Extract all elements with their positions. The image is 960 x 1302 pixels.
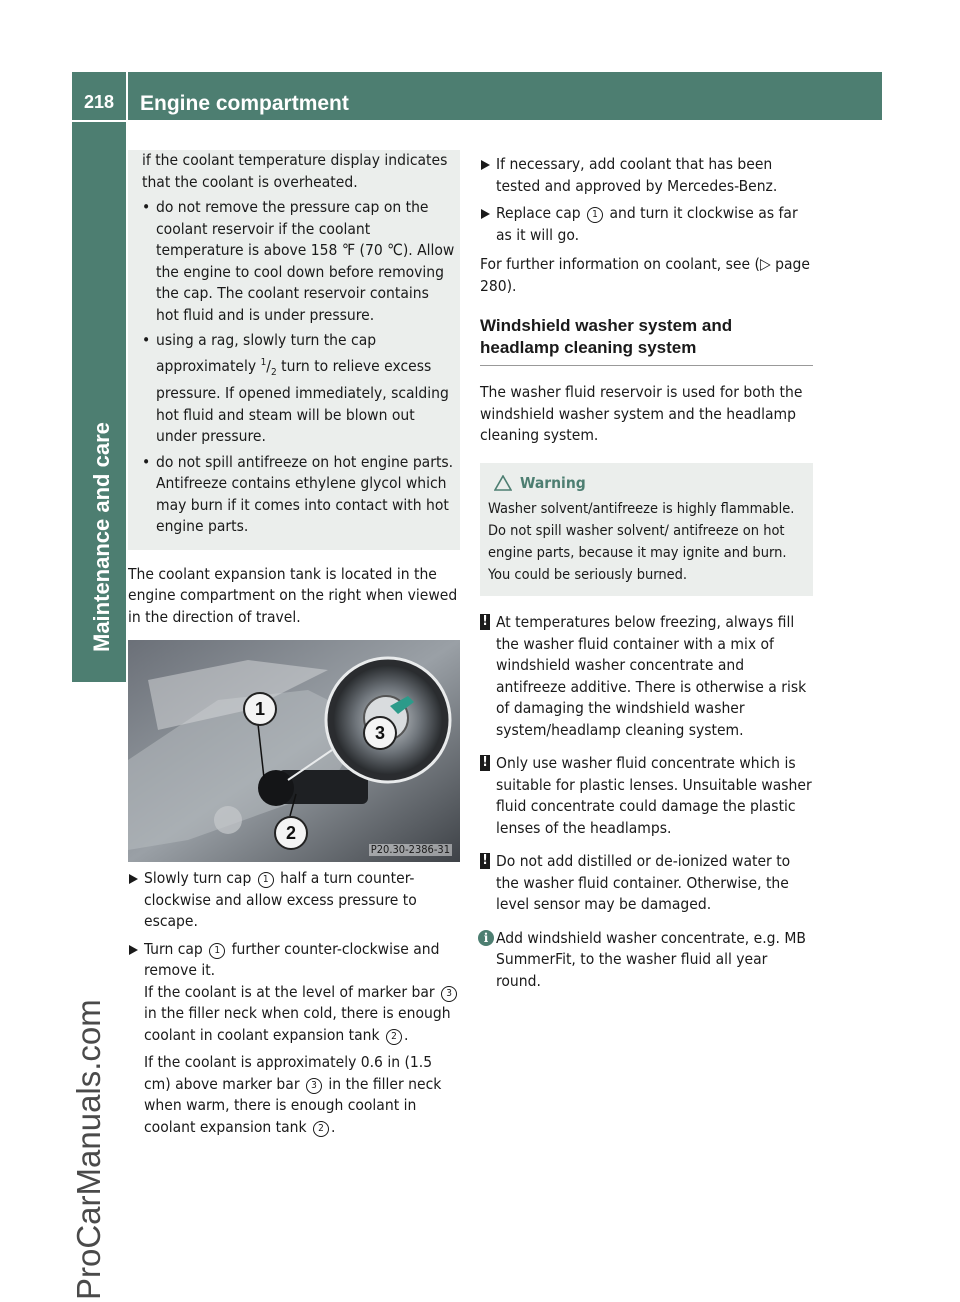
instruction-step: Replace cap 1 and turn it clockwise as far as it will go. [480, 203, 813, 246]
fraction-half: $^1/_2$ [260, 356, 277, 378]
caution-note: ! Do not add distilled or de-ionized water to the washer fluid container. Otherwise, the level sensor may be damaged. [480, 851, 813, 916]
warning-title: Warning [488, 473, 805, 495]
warning-continued-box [128, 150, 460, 550]
caution-note: ! At temperatures below freezing, always fill the washer fluid container with a mix of windshield washer concentrate and antifreeze additive. There is otherwise a risk of damaging the windshield washer system/headlamp cleaning system. [480, 612, 813, 741]
right-column [480, 154, 813, 992]
section-intro: The washer fluid reservoir is used for both the windshield washer system and the headlamp cleaning system. [480, 383, 803, 444]
info-icon: i [478, 930, 494, 946]
instruction-step: Turn cap 1 further counter-clockwise and remove it. If the coolant is at the level of marker bar 3 in the filler neck when cold, there is enough coolant in coolant expansion tank 2 . If the coolant is approximately 0.6 in (1.5 cm) above marker bar 3 in the filler neck when warm, there is enough coolant in coolant expansion tank 2 . [128, 939, 460, 1139]
list-item: • do not spill antifreeze on hot engine parts. Antifreeze contains ethylene glycol which may burn if it comes into contact with hot engine parts. [142, 452, 456, 538]
coolant-tank-figure [128, 640, 460, 862]
instruction-step: If necessary, add coolant that has been tested and approved by Mercedes-Benz. [480, 154, 813, 197]
figure-callout-3: 3 [363, 716, 397, 750]
header-divider [126, 72, 128, 120]
page-title: Engine compartment [140, 92, 349, 115]
further-info-paragraph: For further information on coolant, see (▷ page 280). [480, 255, 810, 295]
caution-note: ! Only use washer fluid concentrate which is suitable for plastic lenses. Unsuitable washer fluid concentrate could damage the plastic lenses of the headlamps. [480, 753, 813, 839]
warning-body: Washer solvent/antifreeze is highly flammable. Do not spill washer solvent/ antifreeze on hot engine parts, because it may ignite and burn. You could be seriously burned. [488, 501, 795, 583]
warning-continued-text: if the coolant temperature display indicates that the coolant is overheated. [142, 151, 448, 191]
info-note: i Add windshield washer concentrate, e.g. MB SummerFit, to the washer fluid all year round. [480, 928, 813, 993]
warning-bullet-list [142, 197, 456, 538]
callout-ref: 1 [209, 943, 225, 959]
exclamation-icon: ! [480, 614, 490, 630]
left-column [128, 150, 460, 1138]
warning-box [480, 463, 813, 597]
list-item: • using a rag, slowly turn the cap approximately $^1/_2$ turn to relieve excess pressure. If opened immediately, scalding hot fluid and steam will be blown out under pressure. [142, 330, 456, 448]
chapter-title: Maintenance and care [89, 422, 114, 652]
watermark: ProCarManuals.com [70, 999, 107, 1300]
page-header [72, 72, 882, 120]
callout-ref: 3 [441, 986, 457, 1002]
callout-ref: 1 [258, 872, 274, 888]
figure-callout-2: 2 [274, 816, 308, 850]
page-number: 218 [83, 92, 115, 112]
instruction-step: Slowly turn cap 1 half a turn counter-clockwise and allow excess pressure to escape. [128, 868, 460, 933]
callout-ref: 2 [313, 1121, 329, 1137]
callout-ref: 1 [587, 207, 603, 223]
exclamation-icon: ! [480, 755, 490, 771]
callout-ref: 2 [386, 1029, 402, 1045]
figure-code: P20.30-2386-31 [370, 843, 450, 857]
exclamation-icon: ! [480, 853, 490, 869]
figure-callout-1: 1 [243, 692, 277, 726]
warning-triangle-icon [494, 475, 512, 491]
list-item: • do not remove the pressure cap on the coolant reservoir if the coolant temperature is above 158 ℉ (70 ℃). Allow the engine to cool down before removing the cap. The coolant reservoir contains hot fluid and is under pressure. [142, 197, 456, 326]
tank-location-paragraph: The coolant expansion tank is located in the engine compartment on the right when viewed in the direction of travel. [128, 564, 458, 626]
section-heading: Windshield washer system and headlamp cleaning system [480, 315, 813, 366]
callout-ref: 3 [306, 1078, 322, 1094]
